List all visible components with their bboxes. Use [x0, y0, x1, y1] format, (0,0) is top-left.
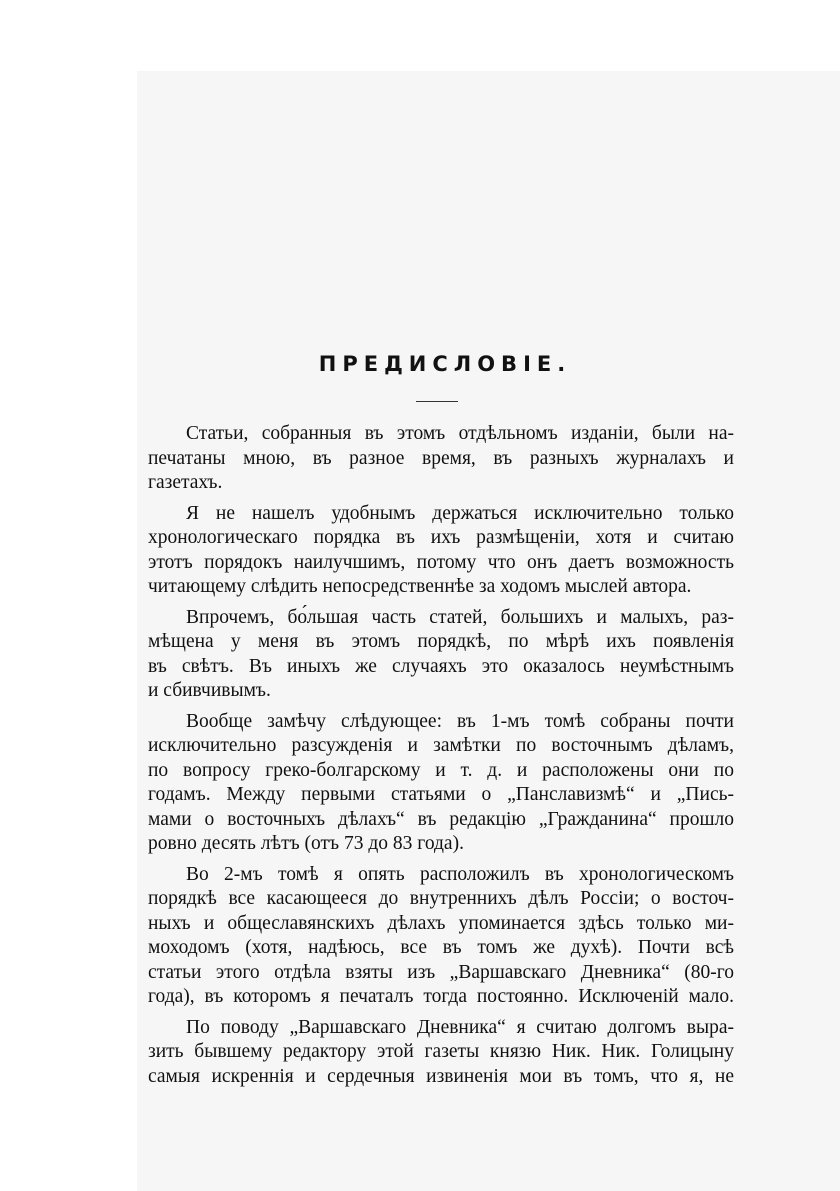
text-line: Впрочемъ, бо́льшая часть статей, большихъ и малыхъ, раз-	[186, 606, 734, 628]
preface-body	[148, 422, 734, 1095]
text-line: исключительно разсужденія и замѣтки по восточнымъ дѣламъ,	[148, 735, 734, 756]
paragraph-4	[148, 710, 734, 857]
paragraph-6	[148, 1016, 734, 1090]
text-line: этотъ порядокъ наилучшимъ, потому что онъ даетъ возможность	[148, 551, 734, 573]
text-line: по вопросу греко-болгарскому и т. д. и расположены они по	[148, 759, 734, 781]
text-line: мами о восточныхъ дѣлахъ“ въ редакцію „Гражданина“ прошло	[148, 808, 734, 830]
page-title: ПРЕДИСЛОВІЕ.	[318, 352, 572, 376]
text-line: ныхъ и общеславянскихъ дѣлахъ упоминается здѣсь только ми-	[148, 912, 734, 934]
text-line: печатаны мною, въ разное время, въ разныхъ журналахъ и	[148, 447, 734, 469]
text-line: Вообще замѣчу слѣдующее: въ 1-мъ томѣ собраны почти	[186, 710, 734, 732]
text-line: самыя искреннія и сердечныя извиненія мои въ томъ, что я, не	[148, 1065, 734, 1087]
text-line: хронологическаго порядка въ ихъ размѣщеніи, хотя и считаю	[148, 527, 734, 548]
paragraph-1	[148, 422, 734, 496]
text-line: ровно десять лѣтъ (отъ 73 до 83 года).	[148, 833, 464, 854]
text-line: и сбивчивымъ.	[148, 680, 271, 701]
text-line: газетахъ.	[148, 472, 223, 493]
text-line: мѣщена у меня въ этомъ порядкѣ, по мѣрѣ ихъ появленія	[148, 631, 734, 652]
text-line: моходомъ (хотя, надѣюсь, все въ томъ же духѣ). Почти всѣ	[148, 937, 734, 958]
text-line: Во 2-мъ томѣ я опять расположилъ въ хронологическомъ	[186, 863, 734, 885]
text-line: годамъ. Между первыми статьями о „Панславизмѣ“ и „Пись-	[148, 784, 734, 805]
title-divider	[416, 401, 458, 402]
text-line: зить бывшему редактору этой газеты князю Ник. Ник. Голицыну	[148, 1041, 734, 1062]
text-line: Я не нашелъ удобнымъ держаться исключительно только	[186, 502, 734, 524]
text-line: читающему слѣдить непосредственнѣе за ходомъ мыслей автора.	[148, 576, 692, 597]
paragraph-3	[148, 606, 734, 704]
text-line: По поводу „Варшавскаго Дневника“ я считаю долгомъ выра-	[186, 1016, 734, 1038]
text-line: года), въ которомъ я печаталъ тогда постоянно. Исключеній мало.	[148, 986, 734, 1007]
text-line: статьи этого отдѣла взяты изъ „Варшавскаго Дневника“ (80-го	[148, 961, 734, 983]
paragraph-5	[148, 863, 734, 1010]
text-line: въ свѣтъ. Въ иныхъ же случаяхъ это оказалось неумѣстнымъ	[148, 655, 734, 677]
paragraph-2	[148, 502, 734, 600]
text-line: Статьи, собранныя въ этомъ отдѣльномъ изданіи, были на-	[186, 423, 734, 444]
text-line: порядкѣ все касающееся до внутреннихъ дѣлъ Россіи; о восточ-	[148, 888, 734, 909]
